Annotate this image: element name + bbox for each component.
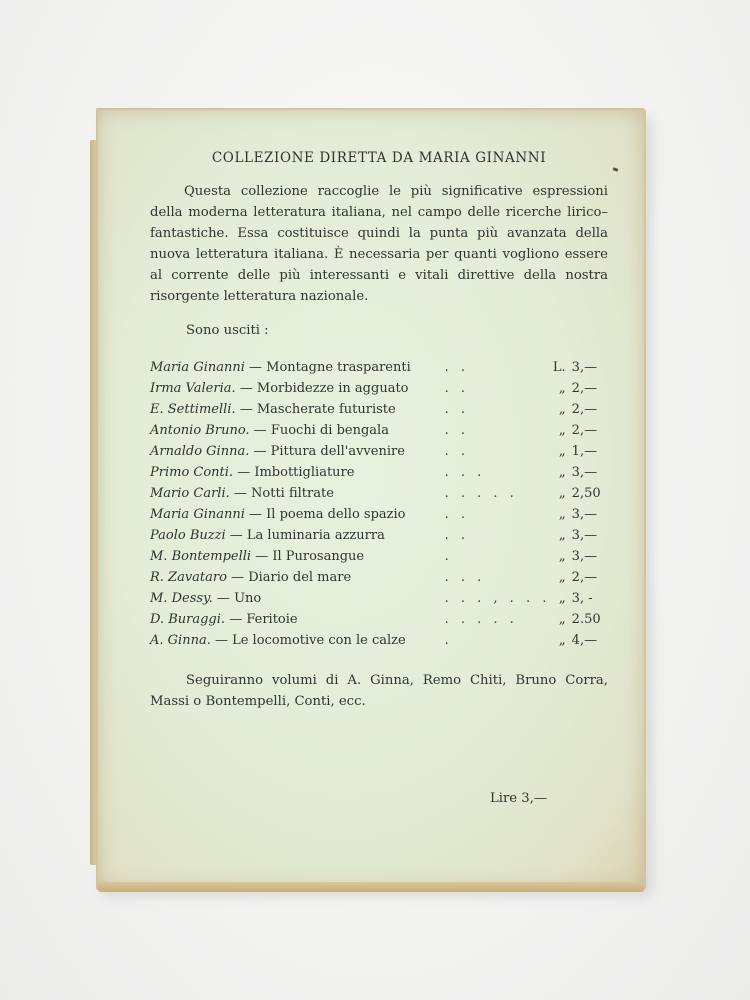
book-entry xyxy=(150,378,445,399)
book-price: 2,50 xyxy=(571,486,601,501)
book-author: D. Buraggi. xyxy=(150,612,226,627)
book-author: E. Settimelli. xyxy=(150,402,236,417)
book-separator: — xyxy=(229,486,252,501)
currency-mark: „ xyxy=(558,570,566,585)
book-row xyxy=(150,420,608,441)
book-author: Maria Ginanni xyxy=(150,360,245,375)
leader-dots: . . xyxy=(444,381,470,396)
book-price: 2.50 xyxy=(571,612,601,627)
book-price: 2,— xyxy=(571,423,598,438)
book-row xyxy=(150,588,608,609)
book-entry xyxy=(150,399,445,420)
cover-price: Lire 3,— xyxy=(490,791,548,806)
book-row xyxy=(150,567,608,588)
book-author: Arnaldo Ginna. xyxy=(150,444,250,459)
book-price: 3,— xyxy=(571,465,598,480)
book-author: A. Ginna. xyxy=(150,633,211,648)
book-title: Mascherate futuriste xyxy=(256,402,396,417)
book-separator: — xyxy=(225,528,247,543)
book-entry xyxy=(150,483,445,504)
book-entry xyxy=(150,588,445,609)
book-row xyxy=(150,483,608,504)
book-entry xyxy=(150,546,445,567)
book-separator: — xyxy=(235,402,257,417)
book-separator: — xyxy=(249,444,271,459)
leader-dots: . . . xyxy=(444,570,486,585)
book-separator: — xyxy=(226,570,249,585)
book-price: 3,— xyxy=(571,528,598,543)
book-row xyxy=(150,399,608,420)
book-separator: — xyxy=(212,591,235,606)
book-author: Primo Conti. xyxy=(150,465,234,480)
page-edges xyxy=(98,882,644,892)
book-separator: — xyxy=(251,549,273,564)
book-row xyxy=(150,357,608,378)
currency-mark: L. xyxy=(552,360,566,375)
leader-dots: . . xyxy=(444,444,470,459)
leader-dots: . xyxy=(444,633,453,648)
book-entry xyxy=(150,525,445,546)
leader-dots: . . xyxy=(444,507,470,522)
currency-mark: „ xyxy=(558,549,566,564)
book-separator: — xyxy=(235,381,257,396)
book-title: Notti filtrate xyxy=(251,486,334,501)
book-row xyxy=(150,609,608,630)
book-price: 3,— xyxy=(571,507,598,522)
book-row xyxy=(150,462,608,483)
book-price: 2,— xyxy=(571,570,598,585)
book-price: 2,— xyxy=(571,402,598,417)
book-price: 3,— xyxy=(571,549,598,564)
book-separator: — xyxy=(210,633,233,648)
book-entry xyxy=(150,462,445,483)
currency-mark: „ xyxy=(558,486,566,501)
book-author: Antonio Bruno. xyxy=(150,423,250,438)
book-title: Fuochi di bengala xyxy=(270,423,389,438)
book-entry xyxy=(150,630,445,651)
cover-text xyxy=(150,148,608,712)
ink-mark xyxy=(613,167,619,172)
book-title: Il poema dello spazio xyxy=(266,507,406,522)
leader-dots: . . xyxy=(444,423,470,438)
book-author: M. Bontempelli xyxy=(150,549,252,564)
book-author: M. Dessy. xyxy=(150,591,213,606)
book-title: Uno xyxy=(234,591,262,606)
book-author: R. Zavataro xyxy=(150,570,227,585)
collection-heading: COLLEZIONE DIRETTA DA MARIA GINANNI xyxy=(211,150,547,166)
book-entry xyxy=(150,567,445,588)
book-row xyxy=(150,630,608,651)
leader-dots: . . . . . xyxy=(444,486,518,501)
book-separator: — xyxy=(233,465,255,480)
currency-mark: „ xyxy=(558,381,566,396)
currency-mark: „ xyxy=(558,612,566,627)
book-author: Maria Ginanni xyxy=(150,507,245,522)
book-title: Feritoie xyxy=(246,612,298,627)
book-separator: — xyxy=(244,507,267,522)
book-price: 3,— xyxy=(571,360,598,375)
book-title: Pittura dell'avvenire xyxy=(270,444,405,459)
book-row xyxy=(150,504,608,525)
currency-mark: „ xyxy=(558,444,566,459)
book-entry xyxy=(150,357,445,378)
currency-mark: „ xyxy=(558,402,566,417)
leader-dots: . . . . . xyxy=(444,612,518,627)
book-author: Paolo Buzzi xyxy=(150,528,226,543)
book-row xyxy=(150,378,608,399)
book-price: 3, - xyxy=(571,591,593,606)
leader-dots: . . . , . . . xyxy=(444,591,551,606)
published-label: Sono usciti : xyxy=(186,323,269,338)
forthcoming-note: Seguiranno volumi di A. Ginna, Remo Chiti, Bruno Corra, Massi o Bontempelli, Conti, ecc. xyxy=(150,673,608,709)
book-price: 2,— xyxy=(571,381,598,396)
leader-dots: . . xyxy=(444,402,470,417)
book-entry xyxy=(150,420,445,441)
back-cover xyxy=(96,108,646,890)
book-title: Diario del mare xyxy=(248,570,352,585)
book-separator: — xyxy=(225,612,247,627)
book-title: Imbottigliature xyxy=(254,465,355,480)
book-title: Montagne trasparenti xyxy=(266,360,411,375)
book-title: La luminaria azzurra xyxy=(246,528,385,543)
leader-dots: . . . xyxy=(444,465,486,480)
currency-mark: „ xyxy=(558,465,566,480)
book-separator: — xyxy=(244,360,267,375)
collection-description: Questa collezione raccoglie le più significative espressioni della moderna letteratura italiana, nel campo delle ricerche lirico–fantastiche. Essa costituisce quindi la punta più avanzata della nuova letteratura italiana. È necessaria per quanti vogliono essere al corrente delle più interessanti e vitali direttive della nostra risorgente letteratura nazionale. xyxy=(150,184,608,304)
book-entry xyxy=(150,441,445,462)
book-title: Morbidezze in agguato xyxy=(256,381,409,396)
book-author: Mario Carli. xyxy=(150,486,230,501)
book-entry xyxy=(150,609,445,630)
currency-mark: „ xyxy=(558,423,566,438)
book-entry xyxy=(150,504,445,525)
book-list xyxy=(150,357,608,651)
book-separator: — xyxy=(249,423,271,438)
book-title: Le locomotive con le calze xyxy=(232,633,406,648)
book-author: Irma Valeria. xyxy=(150,381,236,396)
leader-dots: . . xyxy=(444,360,470,375)
currency-mark: „ xyxy=(558,591,566,606)
book-price: 1,— xyxy=(571,444,598,459)
book-price: 4,— xyxy=(571,633,598,648)
book-title: Il Purosangue xyxy=(272,549,365,564)
book-row xyxy=(150,546,608,567)
book-row xyxy=(150,441,608,462)
book-row xyxy=(150,525,608,546)
currency-mark: „ xyxy=(558,528,566,543)
leader-dots: . xyxy=(444,549,453,564)
leader-dots: . . xyxy=(444,528,470,543)
currency-mark: „ xyxy=(558,633,566,648)
currency-mark: „ xyxy=(558,507,566,522)
